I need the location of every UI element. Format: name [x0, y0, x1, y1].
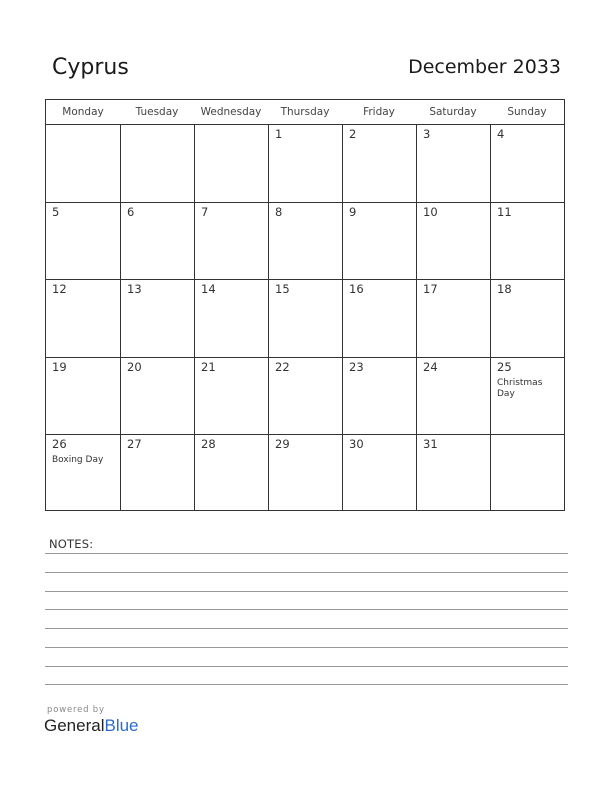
day-number: 9	[349, 205, 357, 220]
day-number: 22	[275, 359, 290, 374]
day-cell[interactable]	[194, 125, 268, 202]
day-cell[interactable]	[416, 125, 490, 202]
weekday-saturday: Saturday	[429, 106, 477, 118]
day-cell[interactable]	[194, 202, 268, 279]
day-cell[interactable]	[342, 125, 416, 202]
day-cell[interactable]	[490, 125, 564, 202]
day-cell[interactable]	[490, 357, 564, 434]
day-cell[interactable]	[194, 357, 268, 434]
notes-line	[45, 647, 568, 648]
day-cell[interactable]	[416, 279, 490, 356]
day-number: 19	[52, 359, 67, 374]
day-number: 20	[127, 359, 142, 374]
holiday-label: Boxing Day	[52, 454, 104, 465]
day-number: 14	[201, 282, 216, 297]
day-number: 27	[127, 436, 142, 451]
day-cell[interactable]	[268, 279, 342, 356]
powered-by-text: powered by	[47, 705, 105, 715]
notes-label: NOTES:	[49, 537, 94, 551]
calendar-grid	[45, 99, 565, 511]
brand-blue: Blue	[104, 716, 139, 735]
day-number: 2	[349, 127, 357, 141]
weekday-friday: Friday	[363, 106, 395, 118]
weekday-thursday: Thursday	[280, 106, 330, 118]
day-number: 25	[497, 359, 512, 374]
day-cell[interactable]	[342, 202, 416, 279]
weekday-wednesday: Wednesday	[200, 106, 262, 118]
day-cell[interactable]	[342, 357, 416, 434]
day-number: 18	[497, 282, 512, 297]
day-number: 28	[201, 436, 216, 451]
day-cell[interactable]	[120, 279, 194, 356]
day-cell[interactable]	[46, 125, 120, 202]
brand-logo[interactable]	[44, 716, 139, 736]
day-number: 17	[423, 282, 438, 297]
day-cell[interactable]	[194, 279, 268, 356]
day-number: 13	[127, 282, 142, 297]
day-cell[interactable]	[120, 202, 194, 279]
weekday-sunday: Sunday	[507, 106, 547, 118]
notes-line	[45, 553, 568, 554]
day-cells	[46, 125, 564, 511]
day-cell[interactable]	[268, 202, 342, 279]
day-cell[interactable]	[268, 434, 342, 511]
day-cell[interactable]	[120, 434, 194, 511]
day-number: 10	[423, 205, 438, 220]
day-number: 6	[127, 205, 135, 220]
day-cell[interactable]	[416, 357, 490, 434]
day-number: 11	[497, 205, 512, 220]
notes-line	[45, 684, 568, 685]
day-cell[interactable]	[268, 357, 342, 434]
day-cell[interactable]	[268, 125, 342, 202]
day-cell[interactable]	[46, 357, 120, 434]
day-cell[interactable]	[194, 434, 268, 511]
month-title: December 2033	[408, 56, 561, 78]
day-cell[interactable]	[416, 202, 490, 279]
day-number: 4	[497, 127, 505, 141]
day-cell[interactable]	[490, 279, 564, 356]
day-number: 29	[275, 436, 290, 451]
day-number: 30	[349, 436, 364, 451]
day-number: 31	[423, 436, 438, 451]
notes-line	[45, 609, 568, 610]
brand-general: General	[44, 716, 105, 735]
country-title: Cyprus	[52, 55, 129, 80]
weekday-tuesday: Tuesday	[135, 106, 179, 118]
day-number: 12	[52, 282, 67, 297]
day-number: 8	[275, 205, 283, 220]
day-cell[interactable]	[342, 434, 416, 511]
day-cell[interactable]	[46, 202, 120, 279]
day-number: 1	[275, 127, 283, 141]
notes-line	[45, 666, 568, 667]
day-cell[interactable]	[46, 434, 120, 511]
holiday-label: Christmas Day	[497, 377, 543, 399]
day-cell[interactable]	[490, 202, 564, 279]
weekday-monday: Monday	[62, 106, 104, 118]
day-cell[interactable]	[120, 125, 194, 202]
day-number: 21	[201, 359, 216, 374]
weekday-header	[46, 100, 564, 125]
day-cell[interactable]	[342, 279, 416, 356]
day-cell[interactable]	[416, 434, 490, 511]
notes-line	[45, 628, 568, 629]
notes-line	[45, 591, 568, 592]
day-number: 5	[52, 205, 60, 220]
day-number: 26	[52, 436, 67, 451]
day-number: 15	[275, 282, 290, 297]
notes-line	[45, 572, 568, 573]
day-number: 16	[349, 282, 364, 297]
day-number: 24	[423, 359, 438, 374]
day-cell[interactable]	[120, 357, 194, 434]
day-cell[interactable]	[46, 279, 120, 356]
day-number: 7	[201, 205, 209, 220]
day-number: 3	[423, 127, 431, 141]
day-number: 23	[349, 359, 364, 374]
day-cell[interactable]	[490, 434, 564, 511]
